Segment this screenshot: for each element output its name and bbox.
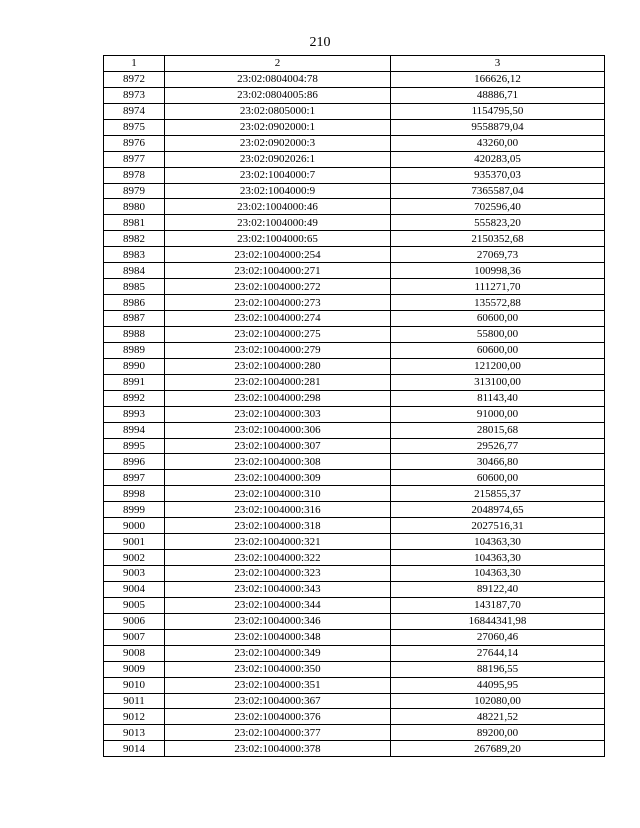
row-number-cell: 9006 bbox=[104, 613, 165, 629]
cadastral-number-cell: 23:02:1004000:323 bbox=[165, 566, 391, 582]
table-row bbox=[104, 454, 605, 470]
row-number-cell: 9014 bbox=[104, 741, 165, 757]
value-cell: 30466,80 bbox=[391, 454, 605, 470]
table-row bbox=[104, 422, 605, 438]
row-number-cell: 8972 bbox=[104, 71, 165, 87]
table-row bbox=[104, 295, 605, 311]
value-cell: 9558879,04 bbox=[391, 119, 605, 135]
table-row bbox=[104, 566, 605, 582]
table-row bbox=[104, 486, 605, 502]
header-row bbox=[104, 56, 605, 72]
value-cell: 135572,88 bbox=[391, 295, 605, 311]
row-number-cell: 8987 bbox=[104, 311, 165, 327]
value-cell: 555823,20 bbox=[391, 215, 605, 231]
table-row bbox=[104, 311, 605, 327]
row-number-cell: 9012 bbox=[104, 709, 165, 725]
value-cell: 60600,00 bbox=[391, 311, 605, 327]
value-cell: 2048974,65 bbox=[391, 502, 605, 518]
value-cell: 935370,03 bbox=[391, 167, 605, 183]
row-number-cell: 8984 bbox=[104, 263, 165, 279]
table-row bbox=[104, 741, 605, 757]
row-number-cell: 8988 bbox=[104, 326, 165, 342]
value-cell: 102080,00 bbox=[391, 693, 605, 709]
value-cell: 28015,68 bbox=[391, 422, 605, 438]
value-cell: 104363,30 bbox=[391, 566, 605, 582]
cadastral-number-cell: 23:02:1004000:306 bbox=[165, 422, 391, 438]
value-cell: 44095,95 bbox=[391, 677, 605, 693]
column-header-2: 2 bbox=[165, 56, 391, 72]
row-number-cell: 8985 bbox=[104, 279, 165, 295]
value-cell: 27069,73 bbox=[391, 247, 605, 263]
table-row bbox=[104, 390, 605, 406]
value-cell: 420283,05 bbox=[391, 151, 605, 167]
value-cell: 2150352,68 bbox=[391, 231, 605, 247]
row-number-cell: 8978 bbox=[104, 167, 165, 183]
cadastral-number-cell: 23:02:1004000:303 bbox=[165, 406, 391, 422]
value-cell: 1154795,50 bbox=[391, 103, 605, 119]
cadastral-number-cell: 23:02:1004000:308 bbox=[165, 454, 391, 470]
value-cell: 29526,77 bbox=[391, 438, 605, 454]
row-number-cell: 9003 bbox=[104, 566, 165, 582]
cadastral-number-cell: 23:02:1004000:316 bbox=[165, 502, 391, 518]
value-cell: 27060,46 bbox=[391, 629, 605, 645]
row-number-cell: 9001 bbox=[104, 534, 165, 550]
cadastral-number-cell: 23:02:1004000:349 bbox=[165, 645, 391, 661]
row-number-cell: 8993 bbox=[104, 406, 165, 422]
row-number-cell: 8974 bbox=[104, 103, 165, 119]
table-row bbox=[104, 645, 605, 661]
cadastral-number-cell: 23:02:1004000:274 bbox=[165, 311, 391, 327]
cadastral-number-cell: 23:02:0805000:1 bbox=[165, 103, 391, 119]
row-number-cell: 8998 bbox=[104, 486, 165, 502]
table-row bbox=[104, 183, 605, 199]
row-number-cell: 8989 bbox=[104, 342, 165, 358]
value-cell: 702596,40 bbox=[391, 199, 605, 215]
table-row bbox=[104, 374, 605, 390]
table-row bbox=[104, 358, 605, 374]
value-cell: 60600,00 bbox=[391, 342, 605, 358]
value-cell: 111271,70 bbox=[391, 279, 605, 295]
cadastral-number-cell: 23:02:1004000:280 bbox=[165, 358, 391, 374]
value-cell: 143187,70 bbox=[391, 597, 605, 613]
table-row bbox=[104, 470, 605, 486]
table-row bbox=[104, 135, 605, 151]
value-cell: 215855,37 bbox=[391, 486, 605, 502]
value-cell: 48886,71 bbox=[391, 87, 605, 103]
table-body bbox=[104, 71, 605, 756]
cadastral-number-cell: 23:02:0902000:1 bbox=[165, 119, 391, 135]
cadastral-number-cell: 23:02:0804005:86 bbox=[165, 87, 391, 103]
cadastral-number-cell: 23:02:1004000:376 bbox=[165, 709, 391, 725]
value-cell: 27644,14 bbox=[391, 645, 605, 661]
row-number-cell: 8992 bbox=[104, 390, 165, 406]
cadastral-number-cell: 23:02:1004000:310 bbox=[165, 486, 391, 502]
column-header-3: 3 bbox=[391, 56, 605, 72]
cadastral-number-cell: 23:02:0804004:78 bbox=[165, 71, 391, 87]
value-cell: 100998,36 bbox=[391, 263, 605, 279]
table-row bbox=[104, 677, 605, 693]
value-cell: 88196,55 bbox=[391, 661, 605, 677]
value-cell: 89122,40 bbox=[391, 581, 605, 597]
row-number-cell: 9002 bbox=[104, 550, 165, 566]
row-number-cell: 8997 bbox=[104, 470, 165, 486]
cadastral-number-cell: 23:02:0902026:1 bbox=[165, 151, 391, 167]
cadastral-number-cell: 23:02:1004000:309 bbox=[165, 470, 391, 486]
data-table bbox=[103, 55, 605, 757]
row-number-cell: 8996 bbox=[104, 454, 165, 470]
table-row bbox=[104, 629, 605, 645]
table-row bbox=[104, 693, 605, 709]
value-cell: 104363,30 bbox=[391, 534, 605, 550]
table-row bbox=[104, 581, 605, 597]
table-row bbox=[104, 661, 605, 677]
cadastral-number-cell: 23:02:1004000:279 bbox=[165, 342, 391, 358]
row-number-cell: 9009 bbox=[104, 661, 165, 677]
value-cell: 91000,00 bbox=[391, 406, 605, 422]
row-number-cell: 9008 bbox=[104, 645, 165, 661]
row-number-cell: 9005 bbox=[104, 597, 165, 613]
cadastral-number-cell: 23:02:1004000:346 bbox=[165, 613, 391, 629]
table-row bbox=[104, 231, 605, 247]
table-row bbox=[104, 279, 605, 295]
cadastral-number-cell: 23:02:1004000:46 bbox=[165, 199, 391, 215]
value-cell: 2027516,31 bbox=[391, 518, 605, 534]
row-number-cell: 8995 bbox=[104, 438, 165, 454]
table-row bbox=[104, 167, 605, 183]
cadastral-number-cell: 23:02:1004000:7 bbox=[165, 167, 391, 183]
row-number-cell: 8986 bbox=[104, 295, 165, 311]
cadastral-number-cell: 23:02:1004000:367 bbox=[165, 693, 391, 709]
table-row bbox=[104, 406, 605, 422]
cadastral-number-cell: 23:02:1004000:281 bbox=[165, 374, 391, 390]
value-cell: 121200,00 bbox=[391, 358, 605, 374]
row-number-cell: 8977 bbox=[104, 151, 165, 167]
table-row bbox=[104, 613, 605, 629]
table-row bbox=[104, 71, 605, 87]
row-number-cell: 9000 bbox=[104, 518, 165, 534]
table-row bbox=[104, 103, 605, 119]
cadastral-number-cell: 23:02:0902000:3 bbox=[165, 135, 391, 151]
cadastral-number-cell: 23:02:1004000:322 bbox=[165, 550, 391, 566]
row-number-cell: 9011 bbox=[104, 693, 165, 709]
row-number-cell: 8990 bbox=[104, 358, 165, 374]
cadastral-number-cell: 23:02:1004000:254 bbox=[165, 247, 391, 263]
value-cell: 7365587,04 bbox=[391, 183, 605, 199]
row-number-cell: 8991 bbox=[104, 374, 165, 390]
table-row bbox=[104, 709, 605, 725]
cadastral-number-cell: 23:02:1004000:321 bbox=[165, 534, 391, 550]
cadastral-number-cell: 23:02:1004000:344 bbox=[165, 597, 391, 613]
value-cell: 313100,00 bbox=[391, 374, 605, 390]
cadastral-number-cell: 23:02:1004000:49 bbox=[165, 215, 391, 231]
cadastral-number-cell: 23:02:1004000:273 bbox=[165, 295, 391, 311]
page-number: 210 bbox=[309, 35, 331, 50]
table-row bbox=[104, 215, 605, 231]
table-row bbox=[104, 151, 605, 167]
row-number-cell: 8983 bbox=[104, 247, 165, 263]
row-number-cell: 8973 bbox=[104, 87, 165, 103]
table-row bbox=[104, 518, 605, 534]
row-number-cell: 8981 bbox=[104, 215, 165, 231]
cadastral-number-cell: 23:02:1004000:351 bbox=[165, 677, 391, 693]
value-cell: 43260,00 bbox=[391, 135, 605, 151]
cadastral-number-cell: 23:02:1004000:378 bbox=[165, 741, 391, 757]
value-cell: 16844341,98 bbox=[391, 613, 605, 629]
value-cell: 166626,12 bbox=[391, 71, 605, 87]
value-cell: 81143,40 bbox=[391, 390, 605, 406]
row-number-cell: 9004 bbox=[104, 581, 165, 597]
cadastral-number-cell: 23:02:1004000:65 bbox=[165, 231, 391, 247]
table-row bbox=[104, 597, 605, 613]
cadastral-number-cell: 23:02:1004000:377 bbox=[165, 725, 391, 741]
row-number-cell: 8979 bbox=[104, 183, 165, 199]
table-row bbox=[104, 199, 605, 215]
row-number-cell: 8976 bbox=[104, 135, 165, 151]
value-cell: 55800,00 bbox=[391, 326, 605, 342]
table-row bbox=[104, 725, 605, 741]
cadastral-number-cell: 23:02:1004000:272 bbox=[165, 279, 391, 295]
table-row bbox=[104, 119, 605, 135]
table-row bbox=[104, 247, 605, 263]
table-row bbox=[104, 87, 605, 103]
value-cell: 48221,52 bbox=[391, 709, 605, 725]
row-number-cell: 8999 bbox=[104, 502, 165, 518]
table-row bbox=[104, 326, 605, 342]
cadastral-number-cell: 23:02:1004000:343 bbox=[165, 581, 391, 597]
table-row bbox=[104, 438, 605, 454]
row-number-cell: 9010 bbox=[104, 677, 165, 693]
cadastral-number-cell: 23:02:1004000:271 bbox=[165, 263, 391, 279]
row-number-cell: 9013 bbox=[104, 725, 165, 741]
cadastral-number-cell: 23:02:1004000:9 bbox=[165, 183, 391, 199]
row-number-cell: 8982 bbox=[104, 231, 165, 247]
row-number-cell: 8994 bbox=[104, 422, 165, 438]
cadastral-number-cell: 23:02:1004000:275 bbox=[165, 326, 391, 342]
cadastral-number-cell: 23:02:1004000:307 bbox=[165, 438, 391, 454]
value-cell: 104363,30 bbox=[391, 550, 605, 566]
table-row bbox=[104, 550, 605, 566]
cadastral-number-cell: 23:02:1004000:318 bbox=[165, 518, 391, 534]
table-row bbox=[104, 534, 605, 550]
row-number-cell: 8975 bbox=[104, 119, 165, 135]
row-number-cell: 8980 bbox=[104, 199, 165, 215]
value-cell: 267689,20 bbox=[391, 741, 605, 757]
table-row bbox=[104, 342, 605, 358]
cadastral-number-cell: 23:02:1004000:348 bbox=[165, 629, 391, 645]
cadastral-number-cell: 23:02:1004000:298 bbox=[165, 390, 391, 406]
row-number-cell: 9007 bbox=[104, 629, 165, 645]
table-row bbox=[104, 263, 605, 279]
value-cell: 60600,00 bbox=[391, 470, 605, 486]
cadastral-number-cell: 23:02:1004000:350 bbox=[165, 661, 391, 677]
value-cell: 89200,00 bbox=[391, 725, 605, 741]
column-header-1: 1 bbox=[104, 56, 165, 72]
table-row bbox=[104, 502, 605, 518]
